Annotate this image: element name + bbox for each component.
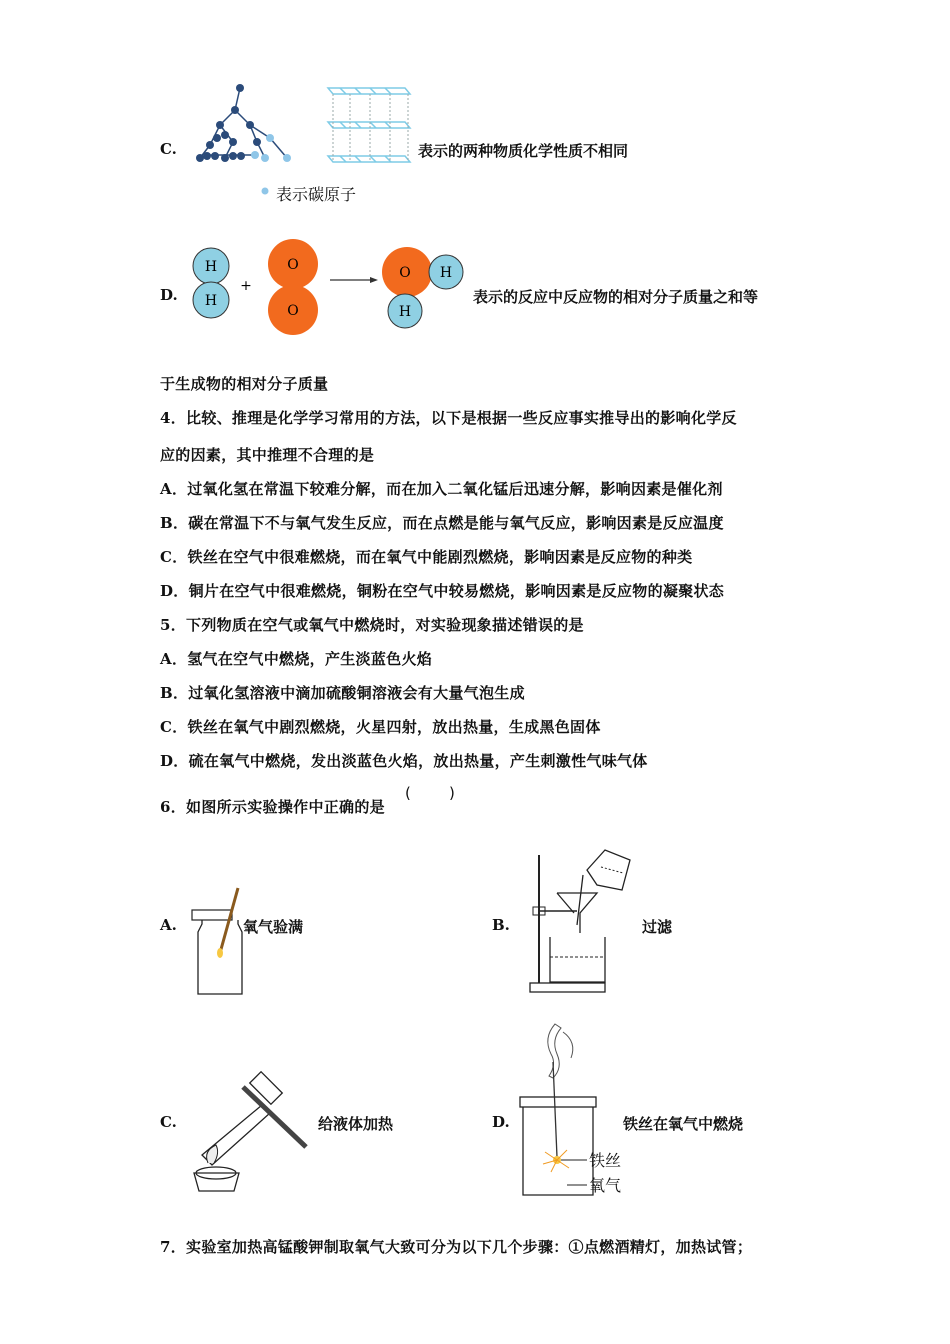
q4-option-a[interactable]: A．过氧化氢在常温下较难分解，而在加入二氧化锰后迅速分解，影响因素是催化剂 [160, 480, 723, 498]
q5-option-b[interactable]: B．过氧化氢溶液中滴加硫酸铜溶液会有大量气泡生成 [160, 684, 525, 702]
option-d-continuation: 于生成物的相对分子质量 [160, 375, 329, 393]
q6-stem: 6．如图所示实验操作中正确的是 [160, 798, 385, 816]
graphite-structure-figure [320, 80, 415, 170]
q5-option-d[interactable]: D．硫在氧气中燃烧，发出淡蓝色火焰，放出热量，产生刺激性气味气体 [160, 752, 648, 770]
carbon-atom-legend: 表示碳原子 [276, 185, 357, 204]
q4-option-b[interactable]: B．碳在常温下不与氧气发生反应，而在点燃是能与氧气反应，影响因素是反应温度 [160, 514, 724, 532]
heating-liquid-figure [188, 1065, 318, 1195]
water-formation-diagram [190, 238, 475, 338]
oxygen-atom-symbol: O [287, 257, 299, 273]
option-c-label: C. [160, 140, 177, 158]
q7-stem: 7．实验室加热高锰酸钾制取氧气大致可分为以下几个步骤：①点燃酒精灯，加热试管； [160, 1238, 753, 1256]
q4-stem-line1: 4．比较、推理是化学学习常用的方法，以下是根据一些反应事实推导出的影响化学反 [160, 409, 737, 427]
q6-option-d-label: D. [492, 1113, 510, 1131]
hydrogen-atom-symbol: H [204, 259, 218, 275]
q6-option-c-label: C. [160, 1113, 177, 1131]
hydrogen-atom-symbol: H [398, 304, 412, 320]
option-d-caption: 表示的反应中反应物的相对分子质量之和等 [473, 288, 759, 306]
q5-stem: 5．下列物质在空气或氧气中燃烧时，对实验现象描述错误的是 [160, 616, 584, 634]
plus-sign: + [240, 278, 252, 294]
carbon-atom-legend-icon [260, 186, 270, 196]
option-d-label: D. [160, 286, 178, 304]
oxygen-test-figure [190, 885, 250, 1000]
diamond-structure-figure [195, 80, 295, 170]
q5-option-c[interactable]: C．铁丝在氧气中剧烈燃烧，火星四射，放出热量，生成黑色固体 [160, 718, 601, 736]
oxygen-label: 氧气 [589, 1176, 622, 1195]
oxygen-atom-symbol: O [287, 303, 299, 319]
hydrogen-atom-symbol: H [204, 293, 218, 309]
q6-option-a-caption: 氧气验满 [243, 918, 304, 936]
option-c-caption: 表示的两种物质化学性质不相同 [418, 142, 629, 160]
q6-option-a-label: A. [160, 916, 177, 934]
filtration-figure [525, 845, 635, 995]
q6-option-d-caption: 铁丝在氧气中燃烧 [623, 1115, 744, 1133]
oxygen-atom-symbol: O [399, 265, 411, 281]
reaction-arrow-icon [370, 277, 378, 283]
q6-option-c-caption: 给液体加热 [318, 1115, 394, 1133]
q6-option-b-caption: 过滤 [642, 918, 673, 936]
q5-option-a[interactable]: A．氢气在空气中燃烧，产生淡蓝色火焰 [160, 650, 433, 668]
hydrogen-atom-symbol: H [439, 265, 453, 281]
q4-stem-line2: 应的因素，其中推理不合理的是 [160, 446, 375, 464]
q6-answer-paren: ( ) [405, 784, 455, 802]
iron-wire-label: 铁丝 [589, 1151, 622, 1170]
q4-option-c[interactable]: C．铁丝在空气中很难燃烧，而在氧气中能剧烈燃烧，影响因素是反应物的种类 [160, 548, 693, 566]
q4-option-d[interactable]: D．铜片在空气中很难燃烧，铜粉在空气中较易燃烧，影响因素是反应物的凝聚状态 [160, 582, 725, 600]
q6-option-b-label: B. [492, 916, 510, 934]
